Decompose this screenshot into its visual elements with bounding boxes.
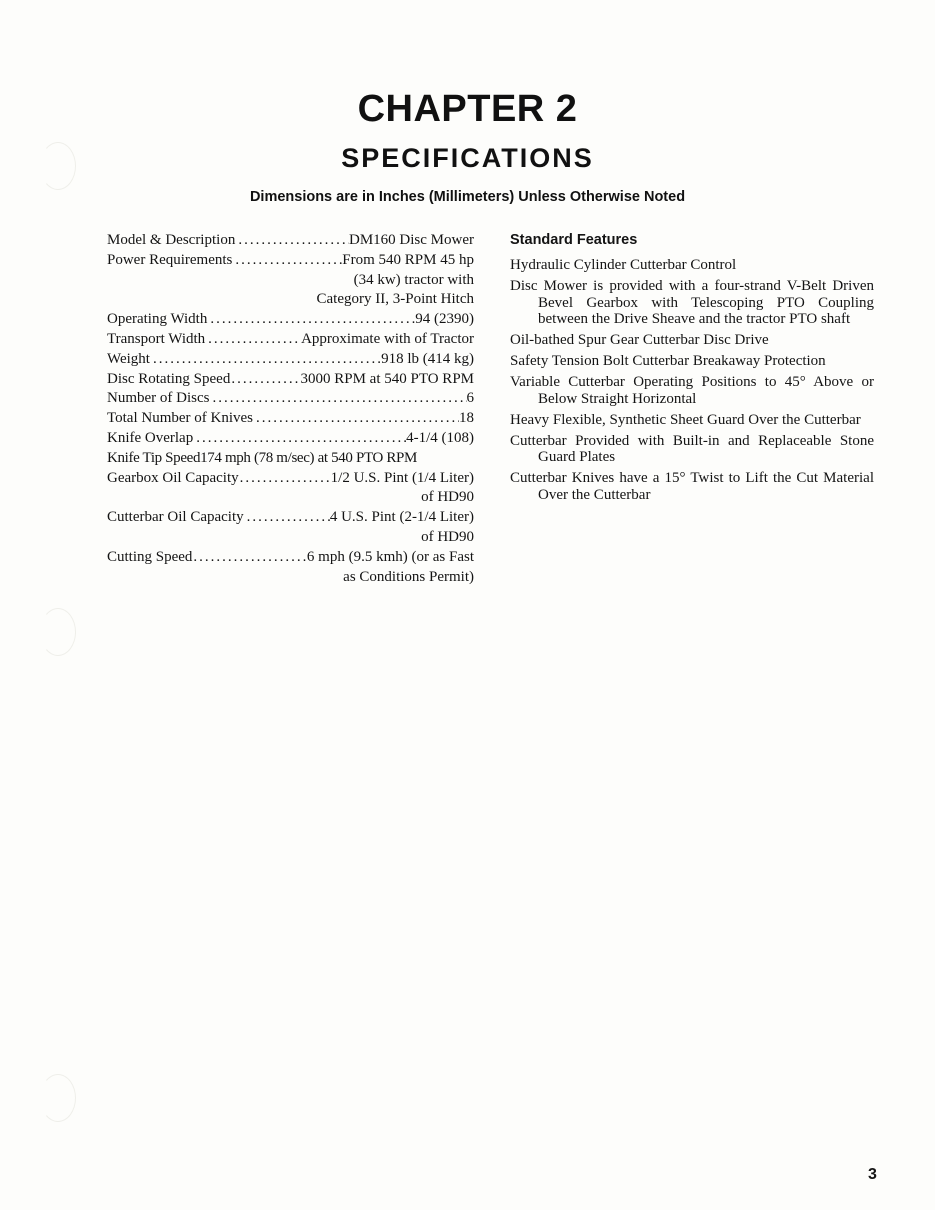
- spec-disc-rotating-speed: [107, 370, 474, 390]
- spec-label: Disc Rotating Speed: [107, 370, 231, 387]
- spec-value-continuation: of HD90: [421, 489, 474, 506]
- page-number: 3: [868, 1166, 877, 1183]
- spec-knife-tip-speed: [107, 449, 474, 469]
- spec-label: Cutterbar Oil Capacity: [107, 509, 244, 526]
- spec-label: Model & Description: [107, 232, 236, 248]
- section-title: SPECIFICATIONS: [341, 143, 594, 173]
- spec-label: Knife Overlap: [107, 429, 194, 446]
- spec-value: Approximate with of Tractor: [301, 330, 474, 347]
- spec-value: 4-1/4 (108): [406, 429, 474, 446]
- spec-value-continuation: of HD90: [421, 528, 474, 545]
- spec-label: Operating Width: [107, 311, 208, 328]
- spec-label: Cutting Speed: [107, 548, 193, 565]
- chapter-heading: CHAPTER 2: [357, 88, 578, 130]
- feature-item: Oil-bathed Spur Gear Cutterbar Disc Drive: [510, 332, 769, 348]
- spec-power: [107, 251, 474, 271]
- feature-item: Hydraulic Cylinder Cutterbar Control: [510, 257, 737, 273]
- spec-value: DM160 Disc Mower: [349, 232, 474, 248]
- spec-value: 6 mph (9.5 kmh) (or as Fast: [306, 548, 474, 565]
- spec-label: Total Number of Knives: [107, 410, 254, 427]
- spec-value: 94 (2390): [415, 311, 474, 328]
- feature-item: Variable Cutterbar Operating Positions to 45° Above or Below Straight Horizontal: [510, 374, 874, 407]
- units-note: Dimensions are in Inches (Millimeters) Unless Otherwise Noted: [249, 189, 686, 205]
- spec-transport-width: [107, 330, 474, 350]
- spec-weight: [107, 350, 474, 370]
- spec-gearbox-oil: [107, 469, 474, 489]
- spec-label: Knife Tip Speed: [107, 449, 201, 466]
- spec-value: 18: [459, 410, 474, 427]
- punch-hole-mark: [40, 608, 76, 656]
- spec-operating-width: [107, 310, 474, 330]
- spec-value-continuation: as Conditions Permit): [343, 568, 474, 585]
- spec-number-of-discs: [107, 389, 474, 409]
- feature-item: Safety Tension Bolt Cutterbar Breakaway Protection: [510, 353, 826, 369]
- spec-label: Number of Discs: [107, 390, 210, 407]
- spec-label: Power Requirements: [107, 251, 233, 268]
- feature-item: Cutterbar Provided with Built-in and Replaceable Stone Guard Plates: [510, 432, 874, 465]
- features-heading: Standard Features: [510, 232, 638, 248]
- spec-value: From 540 RPM 45 hp: [342, 251, 474, 268]
- punch-hole-mark: [40, 1074, 76, 1122]
- spec-value: 4 U.S. Pint (2-1/4 Liter): [329, 509, 474, 526]
- spec-value-continuation: Category II, 3-Point Hitch: [316, 291, 474, 308]
- feature-item: Heavy Flexible, Synthetic Sheet Guard Over the Cutterbar: [510, 411, 861, 428]
- spec-label: Transport Width: [107, 330, 206, 347]
- feature-item: Cutterbar Knives have a 15° Twist to Lift the Cut Material Over the Cutterbar: [510, 470, 874, 503]
- spec-cutterbar-oil: [107, 508, 474, 528]
- spec-label: Weight: [107, 350, 150, 367]
- spec-cutting-speed: [107, 548, 474, 568]
- feature-item: Disc Mower is provided with a four-strand V-Belt Driven Bevel Gearbox with Telescoping PTO Coupling between the Drive Sheave and the tractor PTO shaft: [510, 278, 874, 327]
- spec-value: 3000 RPM at 540 PTO RPM: [300, 370, 474, 387]
- spec-value: 6: [466, 390, 474, 407]
- spec-model: [107, 231, 474, 251]
- spec-value: 1/2 U.S. Pint (1/4 Liter): [330, 469, 474, 486]
- specifications-list: [107, 231, 474, 587]
- spec-value-continuation: (34 kw) tractor with: [353, 271, 474, 288]
- standard-features: [510, 231, 874, 508]
- spec-value: 174 mph (78 m/sec) at 540 PTO RPM: [200, 449, 418, 466]
- spec-label: Gearbox Oil Capacity: [107, 469, 239, 486]
- spec-value: 918 lb (414 kg): [381, 350, 474, 367]
- spec-total-knives: [107, 409, 474, 429]
- spec-knife-overlap: [107, 429, 474, 449]
